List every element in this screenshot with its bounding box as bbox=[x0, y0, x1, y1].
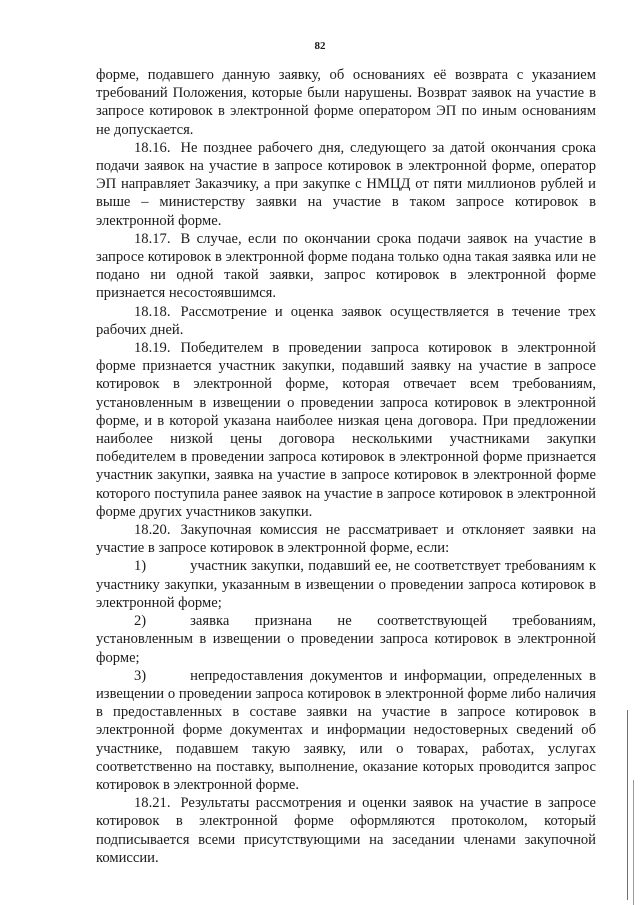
paragraph-continuation bbox=[96, 66, 596, 139]
paragraph-text: форме, подавшего данную заявку, об основаниях её возврата с указанием требований Положения, которые были нарушены. Возврат заявок на участие в запросе котировок в электронной форме оператором ЭП по иным основаниям не допускается. bbox=[96, 67, 596, 138]
paragraph-18-16 bbox=[96, 139, 596, 230]
paragraph-number: 18.21. bbox=[134, 795, 171, 812]
paragraph-number: 18.17. bbox=[134, 230, 171, 247]
scan-edge-line bbox=[633, 780, 634, 905]
list-item-number: 1) bbox=[134, 558, 147, 575]
paragraph-text: Победителем в проведении запроса котировок в электронной форме признается участник закупки, подавший заявку на участие в запросе котировок в электронной форме, которая отвечает всем требованиям, установленным в извещении о проведении запроса котировок в электронной форме, и в которой указана наиболее низкая цена договора. При предложении наиболее низкой цены договора несколькими участниками закупки победителем в проведении запроса котировок в электронной форме признается участник закупки, заявка на участие в запросе котировок в электронной форме которого поступила ранее заявок на участие в запросе котировок в электронной форме других участников закупки. bbox=[96, 340, 596, 520]
list-item-1 bbox=[96, 557, 596, 612]
paragraph-number: 18.20. bbox=[134, 522, 171, 539]
list-item-number: 3) bbox=[134, 667, 147, 684]
paragraph-text: В случае, если по окончании срока подачи заявок на участие в запросе котировок в электронной форме подана только одна такая заявка или не подано ни одной такой заявки, запрос котировок в электронной форме признается несостоявшимся. bbox=[96, 230, 596, 302]
list-item-text: заявка признана не соответствующей требованиям, установленным в извещении о проведении запроса котировок в электронной форме; bbox=[96, 613, 596, 666]
paragraph-text: Закупочная комиссия не рассматривает и отклоняет заявки на участие в запросе котировок в электронной форме, если: bbox=[96, 522, 596, 557]
paragraph-number: 18.19. bbox=[134, 340, 171, 357]
paragraph-18-21 bbox=[96, 794, 596, 867]
paragraph-number: 18.18. bbox=[134, 303, 171, 320]
paragraph-18-20 bbox=[96, 521, 596, 557]
list-item-2 bbox=[96, 612, 596, 667]
document-body bbox=[96, 66, 596, 867]
paragraph-18-18 bbox=[96, 303, 596, 339]
list-item-text: непредоставления документов и информации, определенных в извещении о проведении запроса котировок в электронной форме либо наличия в предоставленных в составе заявки на участие в запросе котировок в электронной форме документах и информации недостоверных сведений об участнике, подавшем такую заявку, или о товарах, работах, услугах соответственно на поставку, выполнение, оказание которых проводится запрос котировок в электронной форме. bbox=[96, 667, 596, 793]
paragraph-18-17 bbox=[96, 230, 596, 303]
paragraph-text: Результаты рассмотрения и оценки заявок на участие в запросе котировок в электронной форме оформляются протоколом, который подписывается всеми присутствующими на заседании членами закупочной комиссии. bbox=[96, 795, 596, 866]
paragraph-text: Рассмотрение и оценка заявок осуществляется в течение трех рабочих дней. bbox=[96, 303, 596, 338]
paragraph-18-19 bbox=[96, 339, 596, 521]
list-item-3 bbox=[96, 667, 596, 794]
scan-edge-line bbox=[627, 710, 628, 900]
paragraph-number: 18.16. bbox=[134, 139, 171, 156]
paragraph-text: Не позднее рабочего дня, следующего за датой окончания срока подачи заявок на участие в запросе котировок в электронной форме, оператор ЭП направляет Заказчику, а при закупке с НМЦД от пяти миллионов рублей и выше – министерству заявки на участие в таком запросе котировок в электронной форме. bbox=[96, 139, 596, 229]
list-item-text: участник закупки, подавший ее, не соответствует требованиям к участнику закупки, указанным в извещении о проведении запроса котировок в электронной форме; bbox=[96, 558, 596, 611]
page-number: 82 bbox=[314, 40, 326, 52]
list-item-number: 2) bbox=[134, 613, 147, 630]
